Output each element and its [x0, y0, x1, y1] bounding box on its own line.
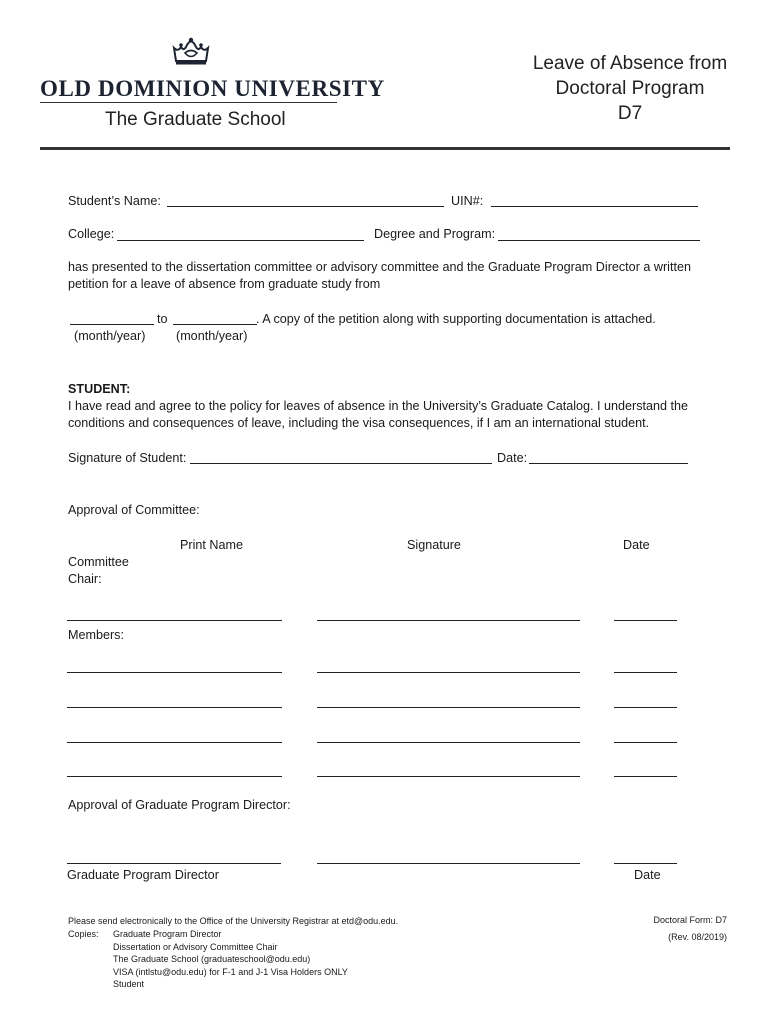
college-field[interactable] [117, 240, 364, 241]
copy-recipient: VISA (intlstu@odu.edu) for F-1 and J-1 Visa Holders ONLY [113, 966, 348, 977]
student-date-label: Date: [497, 451, 528, 465]
chair-label-cont: Chair: [68, 572, 102, 586]
degree-program-label: Degree and Program: [374, 227, 496, 241]
university-name: OLD DOMINION UNIVERSITY [40, 76, 385, 101]
members-label: Members: [68, 628, 124, 642]
member-date-field[interactable] [614, 707, 677, 708]
copy-recipient: Student [113, 979, 145, 990]
director-signature-field[interactable] [317, 863, 580, 864]
student-heading: STUDENT: [68, 382, 131, 396]
member-print-name-field[interactable] [67, 742, 282, 743]
chair-label: Committee [68, 555, 129, 569]
copies-list [113, 928, 348, 991]
director-approval-label: Approval of Graduate Program Director: [68, 798, 291, 812]
member-print-name-field[interactable] [67, 672, 282, 673]
form-revision: (Rev. 08/2019) [668, 932, 727, 942]
crown-icon [168, 36, 214, 66]
chair-date-field[interactable] [614, 620, 677, 621]
copy-recipient: The Graduate School (graduateschool@odu.edu) [113, 954, 311, 965]
uin-label: UIN#: [451, 194, 484, 208]
member-signature-field[interactable] [317, 672, 580, 673]
student-name-field[interactable] [167, 206, 444, 207]
member-date-field[interactable] [614, 742, 677, 743]
leave-to-field[interactable] [173, 324, 257, 325]
column-signature: Signature [407, 538, 461, 552]
copy-recipient: Dissertation or Advisory Committee Chair [113, 941, 278, 952]
copy-recipient: Graduate Program Director [113, 929, 222, 939]
send-instructions: Please send electronically to the Office of the University Registrar at etd@odu.edu. [68, 916, 399, 926]
form-number: Doctoral Form: D7 [653, 915, 727, 925]
member-print-name-field[interactable] [67, 776, 282, 777]
uin-field[interactable] [491, 206, 698, 207]
form-title [520, 51, 740, 126]
member-date-field[interactable] [614, 776, 677, 777]
member-signature-field[interactable] [317, 776, 580, 777]
column-date: Date [623, 538, 650, 552]
degree-program-field[interactable] [498, 240, 700, 241]
director-date-field[interactable] [614, 863, 677, 864]
form-title-line: Leave of Absence from [532, 53, 728, 74]
leave-from-field[interactable] [70, 324, 154, 325]
copy-statement: . A copy of the petition along with supporting documentation is attached. [256, 312, 656, 326]
chair-print-name-field[interactable] [67, 620, 282, 621]
form-title-line: Doctoral Program [555, 78, 705, 99]
member-signature-field[interactable] [317, 742, 580, 743]
copies-label: Copies: [68, 929, 99, 939]
member-date-field[interactable] [614, 672, 677, 673]
member-signature-field[interactable] [317, 707, 580, 708]
student-signature-field[interactable] [190, 463, 492, 464]
chair-signature-field[interactable] [317, 620, 580, 621]
to-month-year-hint: (month/year) [176, 329, 248, 343]
member-print-name-field[interactable] [67, 707, 282, 708]
form-code: D7 [617, 103, 643, 124]
student-agreement-text: I have read and agree to the policy for leaves of absence in the University’s Graduate Catalog. I understand the conditions and consequences of leave, including the visa consequences, if I am an international student. [68, 399, 689, 430]
header-divider [40, 147, 730, 150]
director-label: Graduate Program Director [67, 868, 219, 882]
petition-text: has presented to the dissertation committee or advisory committee and the Graduate Program Director a written petition for a leave of absence from graduate study from [68, 260, 691, 291]
college-label: College: [68, 227, 115, 241]
director-print-name-field[interactable] [67, 863, 281, 864]
committee-approval-label: Approval of Committee: [68, 503, 200, 517]
university-rule [40, 102, 337, 103]
to-word: to [157, 312, 168, 326]
student-name-label: Student’s Name: [68, 194, 161, 208]
student-date-field[interactable] [529, 463, 688, 464]
from-month-year-hint: (month/year) [74, 329, 146, 343]
director-date-label: Date [634, 868, 661, 882]
column-print-name: Print Name [180, 538, 243, 552]
student-signature-label: Signature of Student: [68, 451, 187, 465]
school-name: The Graduate School [105, 109, 286, 130]
